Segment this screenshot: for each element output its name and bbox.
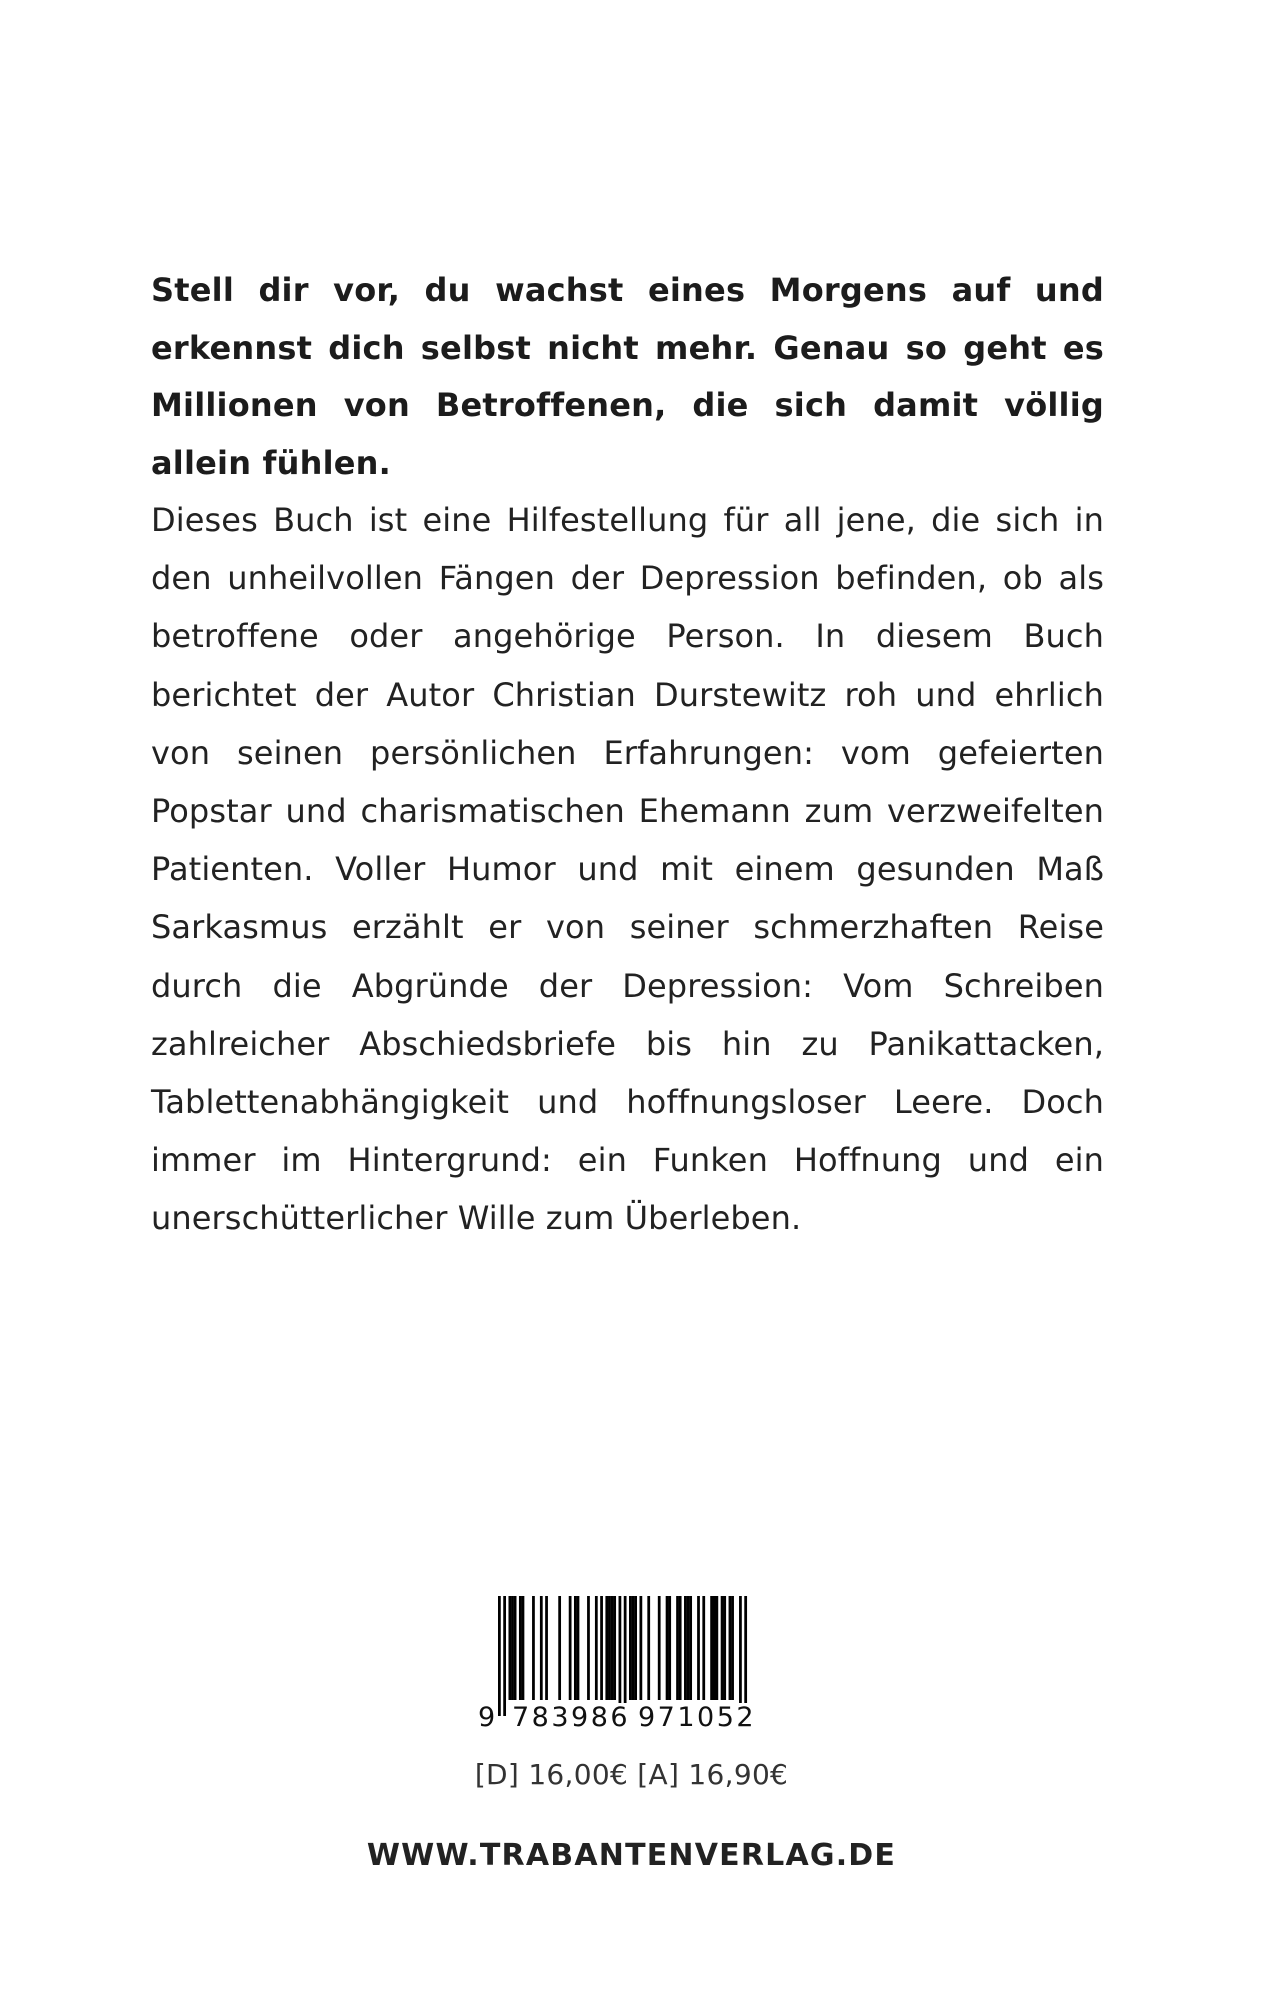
barcode-bar: [574, 1596, 577, 1700]
publisher-website: WWW.TRABANTENVERLAG.DE: [366, 1838, 897, 1873]
price-label: [D] 16,00€ [A] 16,90€: [474, 1758, 789, 1791]
barcode-right-digits: 971052: [638, 1702, 757, 1733]
barcode-bar: [710, 1596, 713, 1700]
barcode-bar: [608, 1596, 611, 1700]
barcode-guard-bar: [624, 1596, 627, 1716]
barcode-left-digits: 783986: [512, 1702, 631, 1733]
blurb-body: Dieses Buch ist eine Hilfestellung für all jene, die sich in den unheilvollen Fängen der Depression befinden, ob als betroffene oder angehörige Person. In diesem Buch berichtet der Autor Christian Durstewitz roh und ehrlich von seinen persönlichen Erfahrungen: vom gefeierten Popstar und charismatischen Ehemann zum verzweifelten Patienten. Voller Humor und mit einem gesunden Maß Sarkasmus erzählt er von seiner schmerzhaften Reise durch die Abgründe der Depression: Vom Schreiben zahlreicher Abschiedsbriefe bis hin zu Panikattacken, Tablettenabhängigkeit und hoffnungsloser Leere. Doch immer im Hintergrund: ein Funken Hoffnung und ein unerschütterlicher Wille zum Überleben.: [151, 501, 1104, 1238]
barcode-bar: [723, 1596, 726, 1700]
barcode-bar: [587, 1596, 590, 1700]
barcode-bar: [511, 1596, 514, 1700]
barcode-bar: [676, 1596, 679, 1700]
barcode-first-digit: 9: [478, 1702, 498, 1733]
barcode-bar: [613, 1596, 616, 1700]
barcode-bar: [702, 1596, 705, 1700]
barcode-guard-bar: [619, 1596, 622, 1716]
barcode-bar: [532, 1596, 535, 1700]
barcode-bar: [731, 1596, 734, 1700]
barcode-bar: [666, 1596, 669, 1700]
barcode-bar: [684, 1596, 687, 1700]
barcode-bar: [569, 1596, 572, 1700]
barcode-bar: [697, 1596, 700, 1700]
barcode-bar: [611, 1596, 614, 1700]
barcode-bar: [514, 1596, 517, 1700]
barcode-bar: [600, 1596, 603, 1700]
barcode-bar: [679, 1596, 682, 1700]
barcode-bar: [729, 1596, 732, 1700]
barcode-bar: [658, 1596, 661, 1700]
barcode-guard-bar: [739, 1596, 742, 1716]
barcode-bar: [558, 1596, 561, 1700]
barcode-bar: [519, 1596, 522, 1700]
barcode-guard-bar: [498, 1596, 501, 1716]
barcode-bar: [647, 1596, 650, 1700]
barcode-guard-bar: [744, 1596, 747, 1716]
barcode-bar: [545, 1596, 548, 1700]
barcode-bar: [689, 1596, 692, 1700]
barcode-bar: [687, 1596, 690, 1700]
barcode-bar: [632, 1596, 635, 1700]
barcode-bar: [634, 1596, 637, 1700]
barcode-bar: [715, 1596, 718, 1700]
barcode-bar: [508, 1596, 511, 1700]
barcode-bar: [577, 1596, 580, 1700]
barcode-bar: [668, 1596, 671, 1700]
barcode-bar: [595, 1596, 598, 1700]
barcode-bar: [629, 1596, 632, 1700]
barcode-bar: [713, 1596, 716, 1700]
barcode-bar: [721, 1596, 724, 1700]
barcode-bar: [540, 1596, 543, 1700]
barcode-bar: [639, 1596, 642, 1700]
blurb-lead: Stell dir vor, du wachst eines Morgens auf und erkennst dich selbst nicht mehr. Genau so geht es Millionen von Betroffenen, die sich damit völlig allein fühlen.: [151, 271, 1104, 482]
barcode-bar: [605, 1596, 608, 1700]
barcode-guard-bar: [503, 1596, 506, 1716]
barcode-bar: [522, 1596, 525, 1700]
